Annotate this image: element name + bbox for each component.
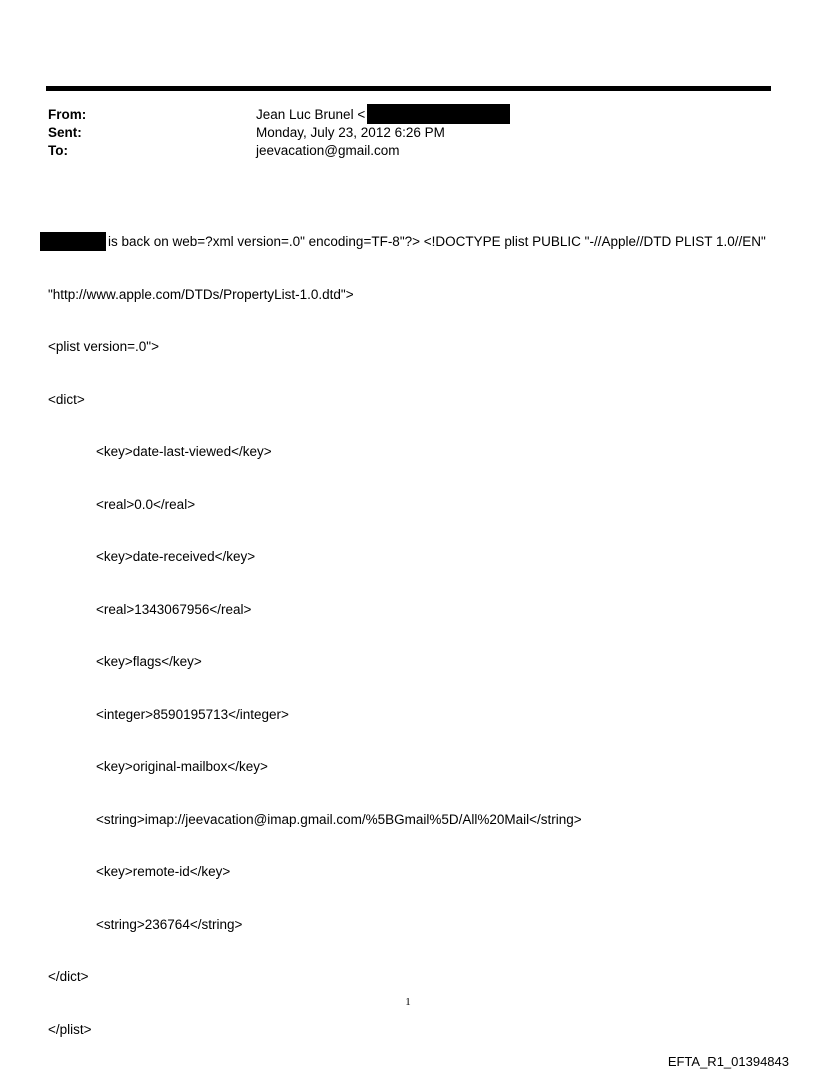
to-row <box>48 142 768 160</box>
body-line: </plist> <box>48 1021 92 1037</box>
from-label: From: <box>48 107 87 122</box>
sent-row <box>48 124 768 142</box>
dict-entry: <key>date-received</key> <box>96 549 256 564</box>
sent-label: Sent: <box>48 125 82 140</box>
body-line: <plist version=.0"> <box>48 339 159 354</box>
dict-entry: <string>imap://jeevacation@imap.gmail.com/%5BGmail%5D/All%20Mail</string> <box>96 811 582 827</box>
dict-entry: <key>remote-id</key> <box>96 864 231 879</box>
to-label: To: <box>48 143 68 158</box>
dict-entry: <key>flags</key> <box>96 654 202 669</box>
from-value <box>256 106 510 124</box>
body-line <box>48 233 788 251</box>
header-rule <box>46 86 771 91</box>
body-line: </dict> <box>48 969 89 984</box>
body-line: <dict> <box>48 391 85 407</box>
message-body <box>48 198 788 1056</box>
body-line: "http://www.apple.com/DTDs/PropertyList-1.0.dtd"> <box>48 286 354 302</box>
from-row <box>48 106 768 124</box>
redaction-box <box>367 104 510 124</box>
dict-entry: <real>1343067956</real> <box>96 601 252 617</box>
dict-entry: <integer>8590195713</integer> <box>96 706 289 722</box>
from-name: Jean Luc Brunel < <box>256 107 366 122</box>
document-id: EFTA_R1_01394843 <box>667 1054 789 1069</box>
to-value: jeevacation@gmail.com <box>256 143 400 158</box>
sent-value: Monday, July 23, 2012 6:26 PM <box>256 125 445 140</box>
page-number: 1 <box>405 996 411 1008</box>
dict-entry: <string>236764</string> <box>96 916 243 932</box>
dict-entry: <key>date-last-viewed</key> <box>96 444 272 459</box>
dict-entry: <key>original-mailbox</key> <box>96 759 268 774</box>
dict-entry: <real>0.0</real> <box>96 496 196 512</box>
redaction-box <box>40 232 106 251</box>
body-line-text: is back on web=?xml version=.0" encoding=TF-8"?> <!DOCTYPE plist PUBLIC "-//Apple//DTD PLIST 1.0//EN" <box>108 234 766 249</box>
